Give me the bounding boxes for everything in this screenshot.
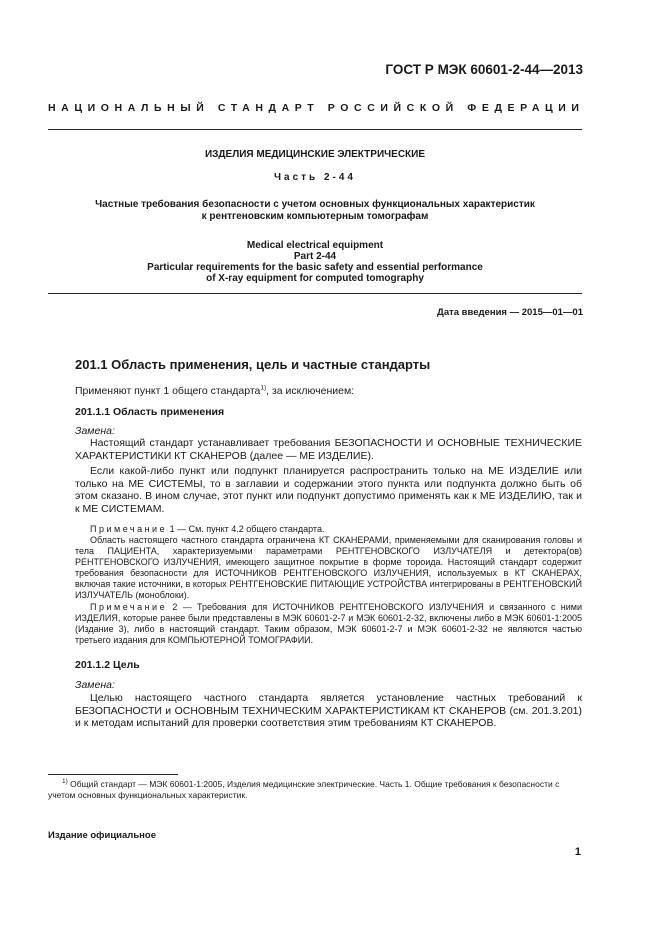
ru-subtitle-line2: к рентгеновским компьютерным томографам [201,211,429,222]
en-part: Part 2-44 [293,251,337,262]
section-heading: 201.1 Область применения, цель и частные стандарты [75,357,431,372]
footnote-marker: 1) [62,778,68,786]
note-1-text: 1 — См. пункт 4.2 общего стандарта. [167,524,325,534]
ru-part: Часть 2-44 [274,172,356,183]
en-subtitle-line1: Particular requirements for the basic safety and essential performance [147,262,483,273]
footnote [48,779,582,801]
note-2-text: 2 — Требования для ИСТОЧНИКОВ РЕНТГЕНОВСКОГО ИЗЛУЧЕНИЯ и связанного с ними ИЗДЕЛИЯ, которые ранее были представлены в МЭК 60601-2-7 и МЭК 60601-2-32, включены либо в МЭК 60601-1:2005 (Издание 3), либо в настоящий стандарт. Таким образом, МЭК 60601-2-7 и МЭК 60601-2-32 не являются частью третьего издания для КОМПЬЮТЕРНОЙ ТОМОГРАФИИ. [75,602,582,645]
scope-paragraph-1: Настоящий стандарт устанавливает требования БЕЗОПАСНОСТИ И ОСНОВНЫЕ ТЕХНИЧЕСКИЕ ХАРАКТЕРИСТИКИ КТ СКАНЕРОВ (далее — МЕ ИЗДЕЛИЕ). [75,437,582,462]
intro-paragraph [75,385,582,398]
en-title: Medical electrical equipment [246,240,384,251]
note-1-paragraph: Область настоящего частного стандарта ограничена КТ СКАНЕРАМИ, применяемыми для сканирования головы и тела ПАЦИЕНТА, характеризуемыми параметрами РЕНТГЕНОВСКОГО ИЗЛУЧАТЕЛЯ и детектора(ов) РЕНТГЕНОВСКОГО ИЗЛУЧЕНИЯ, имеющего защитное покрытие в форме тороида. Настоящий стандарт содержит требования безопасности для ИСТОЧНИКОВ РЕНТГЕНОВСКОГО ИЗЛУЧЕНИЯ, используемых в КТ СКАНЕРАХ, включая такие источники, в которых РЕНТГЕНОВСКИЕ ПИТАЮЩИЕ УСТРОЙСТВА интегрированы в РЕНТГЕНОВСКИЙ ИЗЛУЧАТЕЛЬ (моноблоки). [75,535,582,600]
purpose-paragraph: Целью настоящего частного стандарта является установление частных требований к БЕЗОПАСНОСТИ и ОСНОВНЫМ ТЕХНИЧЕСКИМ ХАРАКТЕРИСТИКАМ КТ СКАНЕРОВ (см. 201.3.201) и к методам испытаний для проверки соответствия этим требованиям КТ СКАНЕРОВ. [75,692,582,729]
official-edition: Издание официальное [48,830,156,841]
ru-subtitle-line1: Частные требования безопасности с учетом основных функциональных характеристик [95,199,535,210]
header-rule [48,129,582,130]
note-2 [75,602,582,646]
national-standard-banner: НАЦИОНАЛЬНЫЙ СТАНДАРТ РОССИЙСКОЙ ФЕДЕРАЦИИ [48,102,585,114]
note-2-label: Примечание [90,602,168,612]
subsection-purpose-heading: 201.1.2 Цель [75,659,140,671]
note-1 [75,524,582,535]
scope-paragraph-2: Если какой-либо пункт или подпункт планируется распространить только на МЕ ИЗДЕЛИЕ или только на МЕ СИСТЕМЫ, то в заглавии и содержании этого пункта или подпункта должно быть об этом сказано. В ином случае, этот пункт или подпункт допустимо применять как к МЕ ИЗДЕЛИЮ, так и к МЕ СИСТЕМАМ. [75,465,582,515]
footnote-text: Общий стандарт — МЭК 60601-1:2005, Изделия медицинские электрические. Часть 1. Общие требования к безопасности с учетом основных функциональных характеристик. [48,779,560,800]
intro-tail: , за исключением: [266,385,355,397]
scope-replacement-label: Замена: [75,425,115,437]
footnote-ref: 1) [260,384,267,392]
note-1-label: Примечание [90,524,168,534]
footnote-rule [48,774,178,775]
ru-title: ИЗДЕЛИЯ МЕДИЦИНСКИЕ ЭЛЕКТРИЧЕСКИЕ [204,149,426,160]
title-rule [48,293,582,294]
subsection-scope-heading: 201.1.1 Область применения [75,406,225,418]
en-subtitle-line2: of X-ray equipment for computed tomography [206,273,424,284]
date-of-introduction: Дата введения — 2015—01—01 [437,307,583,318]
intro-text: Применяют пункт 1 общего стандарта [75,385,261,397]
standard-code: ГОСТ Р МЭК 60601-2-44—2013 [385,62,583,77]
page-number: 1 [574,846,581,858]
purpose-replacement-label: Замена: [75,679,115,691]
